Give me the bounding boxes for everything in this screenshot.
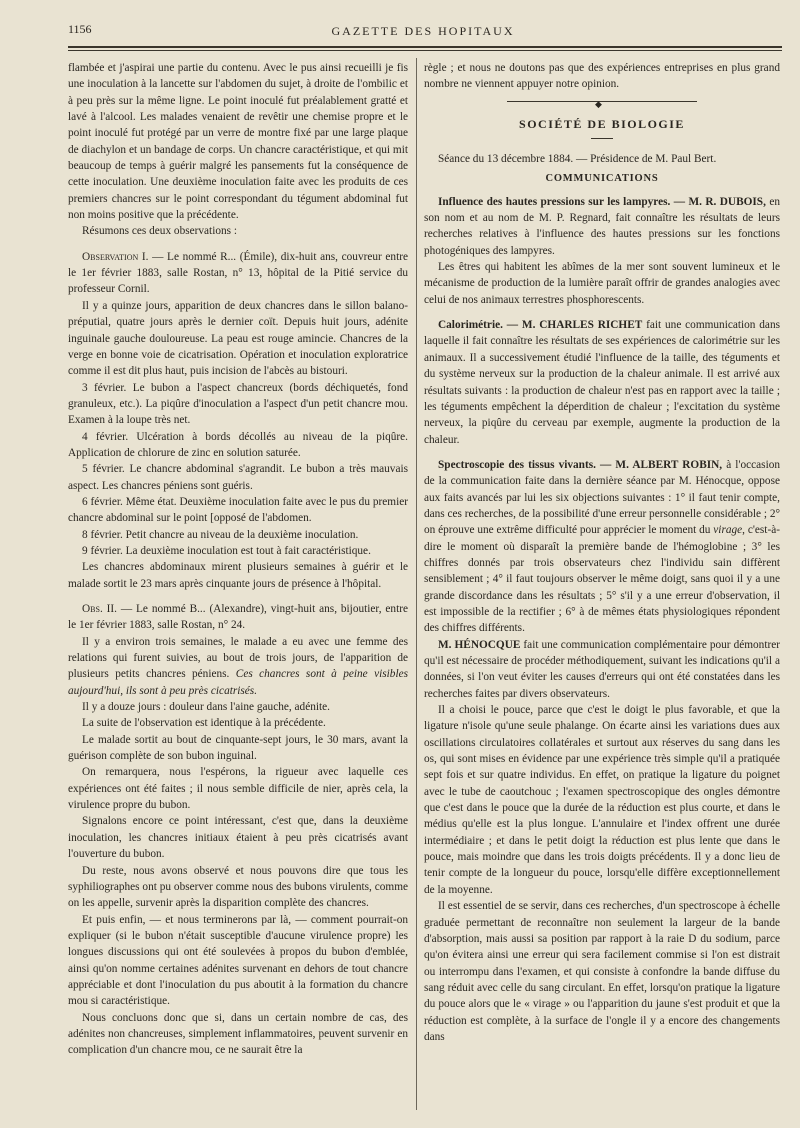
paragraph: Il y a douze jours : douleur dans l'aine gauche, adénite.	[82, 701, 330, 714]
paragraph: Le malade sortit au bout de cinquante-sept jours, le 30 mars, avant la guérison complète de son bubon inguinal.	[68, 733, 408, 763]
paragraph: La suite de l'observation est identique à la précédente.	[82, 717, 326, 730]
section-rule	[591, 138, 613, 139]
obs-label: Observation I.	[82, 250, 149, 263]
communication-1: Influence des hautes pressions sur les lampyres. — M. R. DUBOIS, en son nom et au nom de M. P. Regnard, fait connaître les résultats de leurs recherches relatives à l'influence des hautes pressions sur les fonctions photogéniques des lampyres.	[424, 195, 780, 257]
ornamental-rule	[507, 98, 697, 109]
right-column	[424, 60, 780, 1045]
paragraph: Et puis enfin, — et nous terminerons par là, — comment pourrait-on expliquer (si le bubon n'était susceptible d'aucune virulence propre) les longues discussions qui ont été soulevées à propos du bubon d'emblée, ainsi qu'on nomme certaines adénites survenant en dehors de tout chancre appréciable et dont l'inoculation du pus aboutit à la formation du chancre mou si caractéristique.	[68, 913, 408, 1008]
paragraph: flambée et j'aspirai une partie du contenu. Avec le pus ainsi recueilli je fis une inoculation à la lancette sur l'abdomen du sujet, à droite de l'ombilic et à peu près sur la même ligne. Le point inoculé fut préalablement gratté et lavé à l'alcool. Les malades venaient de revêtir une chemise propre et le point inoculé fut protégé par un verre de montre fixé par une large plaque de diachylon et un bandage de corps. Un chancre caractéristique, et qui mit beaucoup de temps à guérir malgré les pansements fut la conséquence de cette inoculation. Une deuxième inoculation faite avec les produits de ces premiers chancres sur le point correspondant du tégument abdominal fut non moins positive que la précédente.	[68, 62, 408, 222]
paragraph: 9 février. La deuxième inoculation est tout à fait caractéristique.	[82, 544, 371, 557]
paragraph: Il est essentiel de se servir, dans ces recherches, d'un spectroscope à échelle graduée permettant de reconnaître non seulement la largeur de la bande d'absorption, mais aussi sa position par rapport à la raie D du sodium, parce qu'on évitera ainsi une erreur qui sera facilement commise si l'on est distrait ou interrompu dans l'examen, et qui consiste à confondre la bande diffuse du sang réduit avec celle du sang circulant. En effet, lorsqu'on pratique la ligature du pouce alors que le « virage » ou l'apparition du jaune s'est produit et que la réduction est complète, à la surface de l'ongle il y a encore des changements dans	[424, 900, 780, 1043]
running-title: GAZETTE DES HOPITAUX	[331, 24, 515, 38]
page-number: 1156	[68, 22, 92, 36]
page-header	[68, 22, 778, 44]
paragraph: Résumons ces deux observations :	[82, 225, 237, 238]
paragraph: On remarquera, nous l'espérons, la rigueur avec laquelle ces expériences ont été faites ; il nous semble difficile de nier, après cela, la virulence propre du bubon.	[68, 766, 408, 812]
obs-label: Obs. II.	[82, 603, 117, 615]
column-separator	[416, 58, 417, 1110]
left-column	[68, 60, 408, 1059]
communication-2: Calorimétrie. — M. CHARLES RICHET fait une communication dans laquelle il fait connaître les résultats de ses expériences de calorimétrie sur les animaux. Il a successivement étudié l'influence de la taille, des téguments et du système nerveux sur la production de la chaleur animale. Il est arrivé aux résultats suivants : la production de chaleur n'est pas en rapport avec la taille ; les téguments empêchent la déperdition de chaleur ; l'excitation du système nerveux, la piqûre du cerveau par exemple, augmente la production de la chaleur.	[424, 319, 780, 446]
paragraph: Signalons encore ce point intéressant, c'est que, dans la deuxième inoculation, les chancres initiaux étaient à peu près cicatrisés avant l'ouverture du bubon.	[68, 815, 408, 861]
paragraph: Il y a quinze jours, apparition de deux chancres dans le sillon balano-préputial, quatre jours après le dernier coït. Depuis huit jours, adénite inguinale gauche douloureuse. La peau est rouge amincie. Chancres de la verge en bonne voie de cicatrisation. Opération et inoculation exploratrice comme il est dit plus haut, puis incision de l'abcès au bistouri.	[68, 299, 408, 378]
paragraph: Les chancres abdominaux mirent plusieurs semaines à guérir et le malade sortit le 23 mars après cinquante jours de présence à l'hôpital.	[68, 561, 408, 590]
section-title: SOCIÉTÉ DE BIOLOGIE	[519, 116, 685, 131]
session-line: Séance du 13 décembre 1884. — Présidence de M. Paul Bert.	[438, 153, 717, 166]
paragraph: règle ; et nous ne doutons pas que des expériences entreprises en plus grand nombre ne viennent appuyer notre opinion.	[424, 62, 780, 91]
header-rule-thin	[68, 50, 782, 51]
paragraph: Nous concluons donc que si, dans un certain nombre de cas, des adénites non chancreuses, simplement inflammatoires, peuvent survenir en complication d'un chancre mou, ce ne saurait être la	[68, 1011, 408, 1057]
paragraph: 4 février. Ulcération à bords décollés au niveau de la piqûre. Application de chlorure de zinc en solution saturée.	[68, 430, 408, 459]
paragraph: 6 février. Même état. Deuxième inoculation faite avec le pus du premier chancre abdominal sur le point [opposé de l'abdomen.	[68, 495, 408, 525]
paragraph: Il a choisi le pouce, parce que c'est le doigt le plus favorable, et que la ligature n'isole qu'une seule phalange. On écarte ainsi les variations dues aux oscillations circulatoires collatérales et surtout aux réserves du sang dans les os, qui sont mises en évidence par une expérience très simple qu'il a pratiquée sept fois et sur quatre individus. En effet, on pratique la ligature du poignet avec le tube de caoutchouc ; l'examen spectroscopique des ongles démontre que c'est dans le pouce que la durée de la réduction est plus courte, et dans le médius qu'elle est la plus longue. L'annulaire et l'index offrent une durée intermédiaire ; et dans le petit doigt la réduction est plus lente que dans le pouce, mais moindre que dans les trois doigts précédents. Il y a donc lieu de tenir compte de la longueur du pouce, lorsqu'elle diffère exceptionnellement de la moyenne.	[424, 704, 780, 896]
communication-4: M. HÉNOCQUE fait une communication complémentaire pour démontrer qu'il est nécessaire de procéder méthodiquement, suivant les indications qu'il a données, si l'on veut éviter les causes d'erreurs qui ont été constatées dans les recherches faites par divers observateurs.	[424, 638, 781, 700]
observation-2: Obs. II. — Le nommé B... (Alexandre), vingt-huit ans, bijoutier, entre le 1er février 1883, salle Rostan, n° 24.	[68, 603, 408, 632]
diamond-ornament-icon: ◆	[595, 98, 602, 109]
subheading: COMMUNICATIONS	[545, 173, 659, 185]
paragraph: 8 février. Petit chancre au niveau de la deuxième inoculation.	[82, 528, 359, 541]
paragraph: 3 février. Le bubon a l'aspect chancreux (bords déchiquetés, fond granuleux, etc.). La piqûre d'inoculation a l'aspect d'un petit chancre mou. Examen à la loupe très net.	[68, 381, 408, 427]
communication-3: Spectroscopie des tissus vivants. — M. ALBERT ROBIN, à l'occasion de la communication faite dans la dernière séance par M. Hénocque, oppose aux faits avancés par lui les six objections suivantes : 1° il faut tenir compte, dans ces recherches, de la possibilité d'une erreur personnelle considérable ; 2° on éprouve une extrême difficulté pour apprécier le moment du virage, c'est-à-dire le moment où disparaît la première bande de l'hémoglobine ; 3° les chiffres donnés par trois observateurs chez l'individu sain diffèrent sensiblement ; 4° il faut toujours observer le même doigt, sans quoi il y a une grande discordance dans les résultats ; 5° s'il y a une erreur d'observation, il est impossible de la rectifier ; 6° à de mêmes états physiologiques répondent des chiffres différents.	[424, 458, 781, 635]
paragraph: 5 février. Le chancre abdominal s'agrandit. Le bubon a très mauvais aspect. Les chancres péniens sont guéris.	[68, 463, 408, 492]
paragraph: Il y a environ trois semaines, le malade a eu avec une femme des relations qui furent suivies, au bout de trois jours, de l'apparition de plusieurs petits chancres péniens. Ces chancres sont à peine visibles aujourd'hui, ils sont à peu près cicatrisés.	[68, 635, 408, 697]
header-rule	[68, 46, 782, 48]
observation-1: Observation I. — Le nommé R... (Émile), dix-huit ans, couvreur entre le 1er février 1883, salle Rostan, n° 13, hôpital de la Pitié service du professeur Cornil.	[68, 250, 408, 296]
paragraph: Les êtres qui habitent les abîmes de la mer sont souvent lumineux et le mécanisme de production de la lumière paraît offrir de grandes analogies avec celui de nos animaux terrestres phosphorescents.	[424, 261, 780, 306]
paragraph: Du reste, nous avons observé et nous pouvons dire que tous les syphiliographes ont pu observer comme nous des bubons virulents, comme on les appelle, survenir après la disparition complète des chancres.	[68, 864, 408, 910]
